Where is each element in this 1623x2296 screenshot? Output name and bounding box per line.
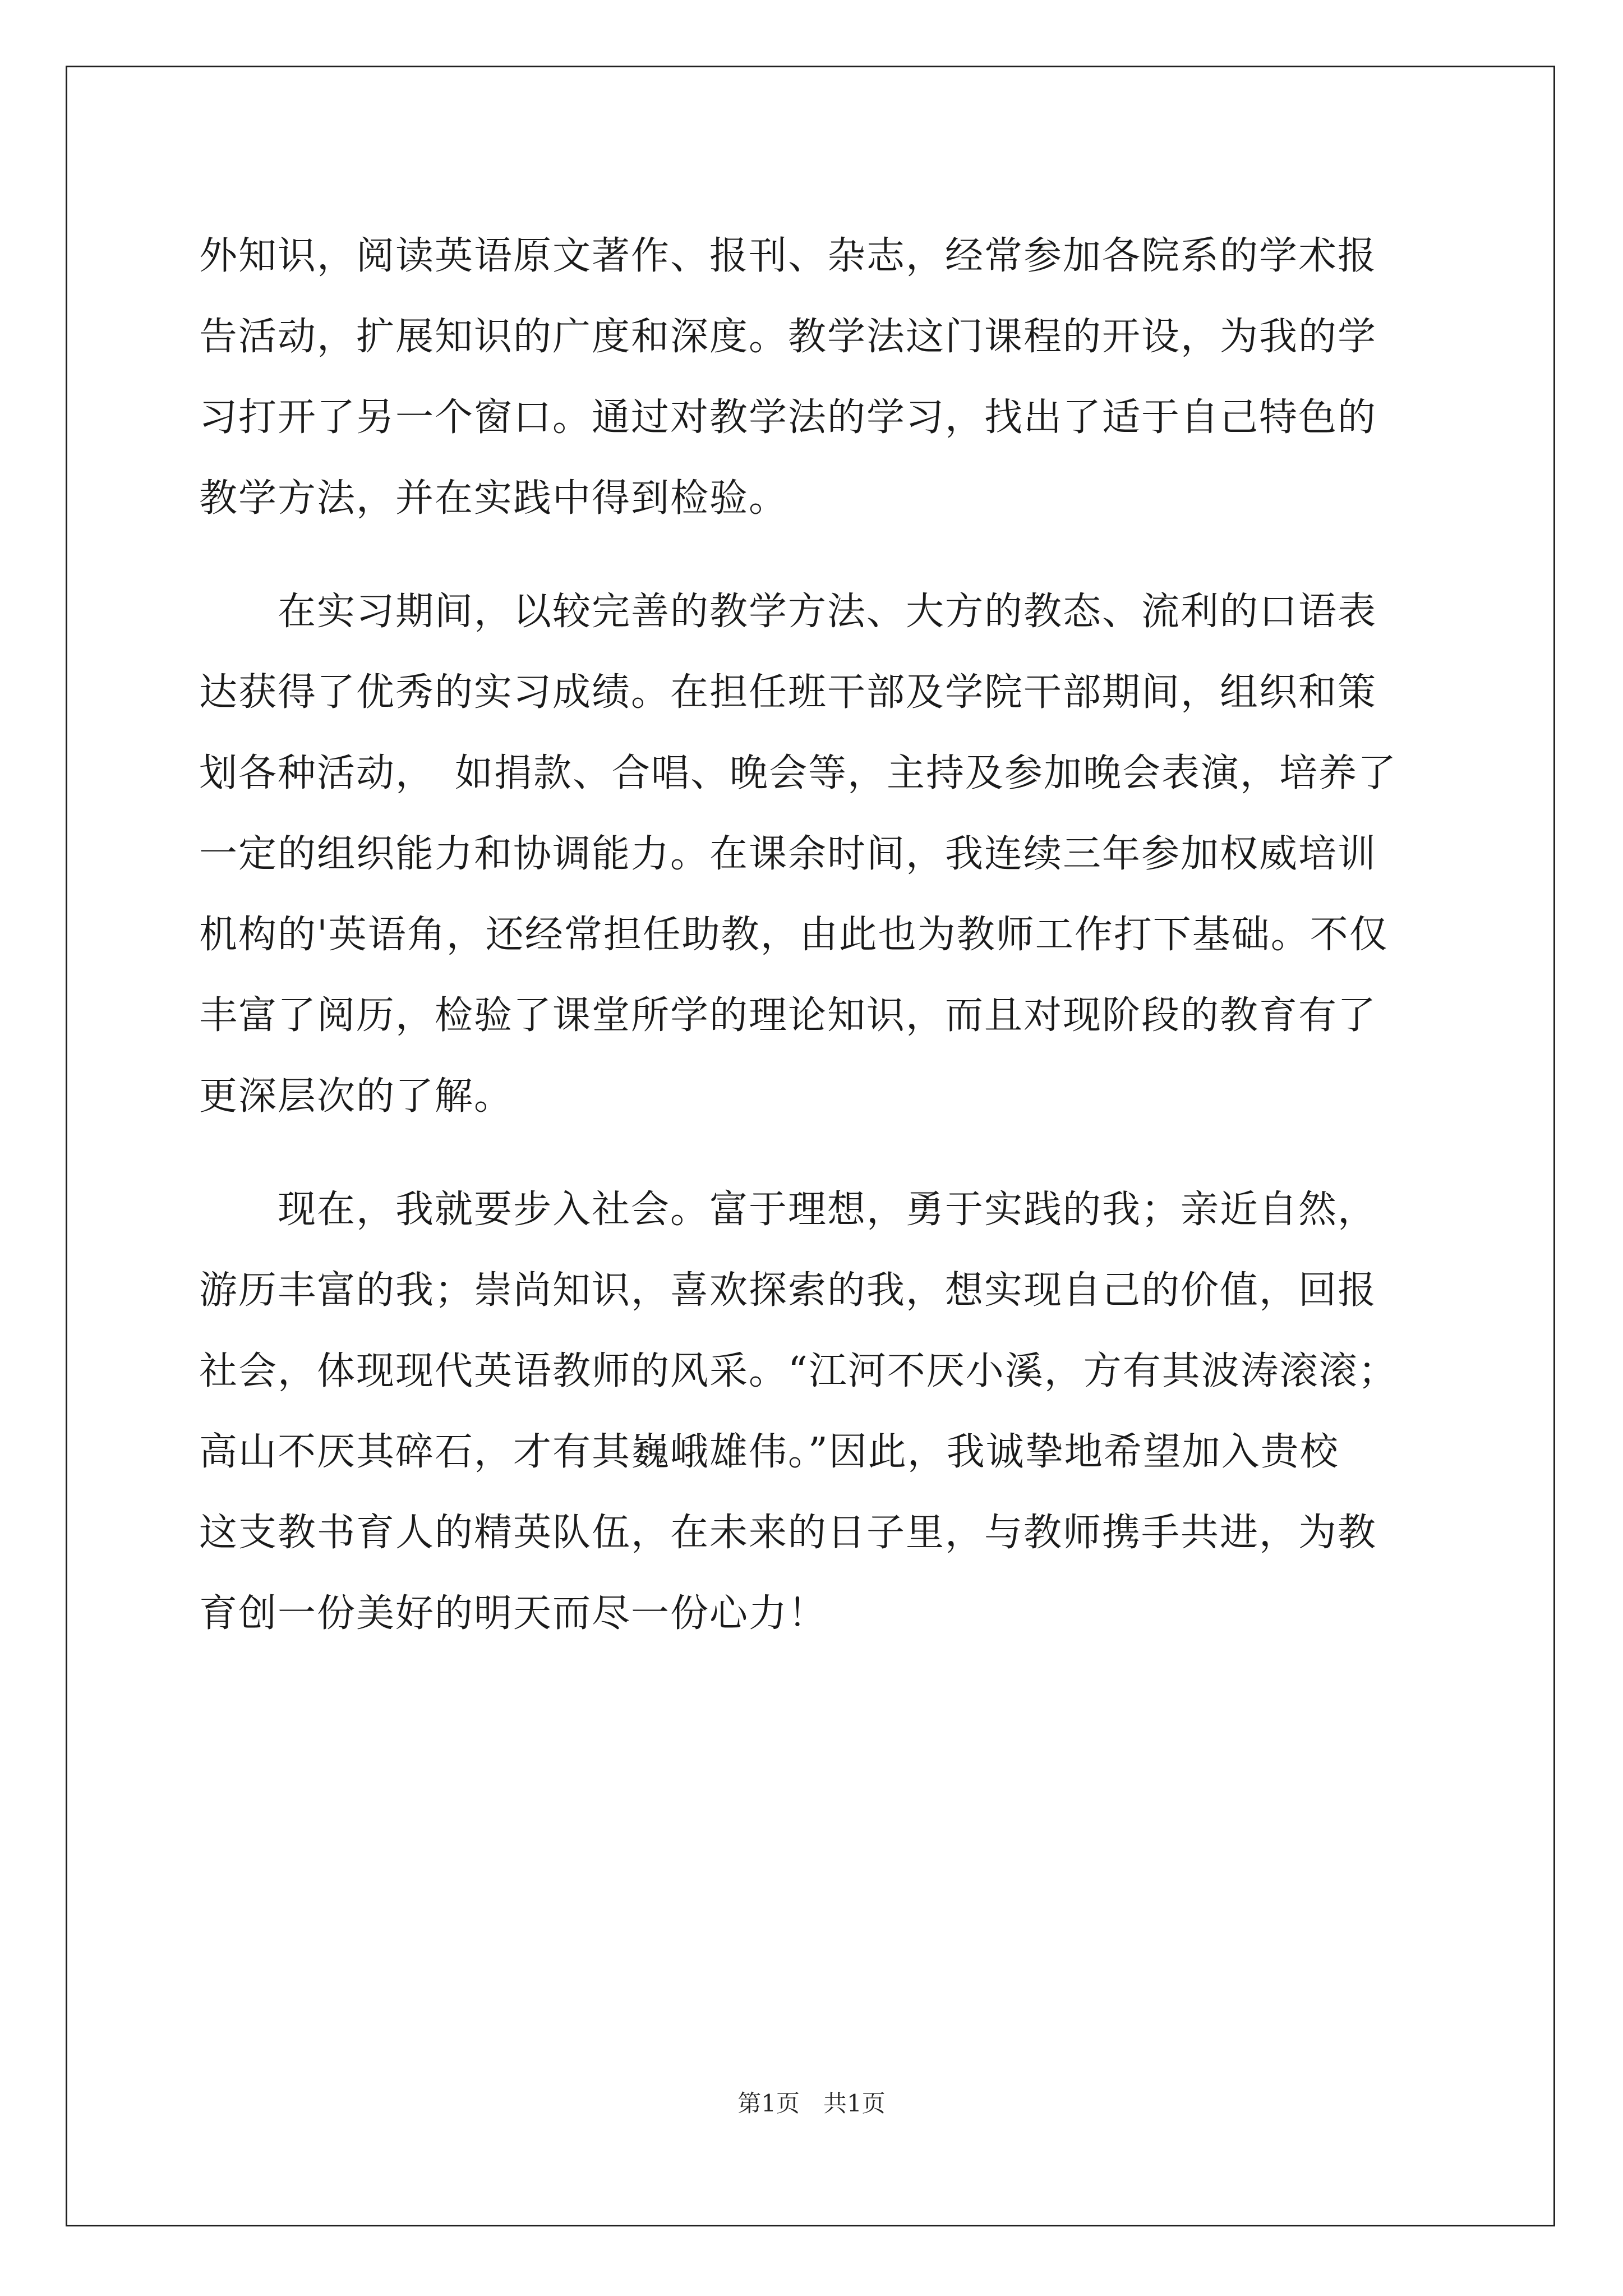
paragraph-spacer — [199, 1137, 1433, 1170]
paragraph-1 — [199, 216, 1433, 539]
text-line: 一定的组织能力和协调能力。在课余时间，我连续三年参加权威培训 — [199, 832, 1377, 876]
page-number-footer: 第1页 共1页 — [737, 2090, 886, 2117]
paragraph-2 — [199, 572, 1433, 1137]
text-line: 机构的'英语角，还经常担任助教，由此也为教师工作打下基础。不仅 — [199, 913, 1389, 957]
text-line: 更深层次的了解。 — [199, 1074, 514, 1119]
text-line: 划各种活动， 如捐款、合唱、晚会等，主持及参加晚会表演，培养了 — [199, 751, 1398, 795]
text-line: 外知识，阅读英语原文著作、报刊、杂志，经常参加各院系的学术报 — [199, 234, 1377, 278]
text-line: 教学方法，并在实践中得到检验。 — [199, 476, 789, 521]
text-line: 这支教书育人的精英队伍，在未来的日子里，与教师携手共进，为教 — [199, 1511, 1377, 1555]
text-line: 社会，体现现代英语教师的风采。“江河不厌小溪，方有其波涛滚滚； — [199, 1349, 1398, 1393]
text-line: 达获得了优秀的实习成绩。在担任班干部及学院干部期间，组织和策 — [199, 670, 1377, 715]
paragraph-3 — [199, 1170, 1433, 1654]
text-line: 现在，我就要步入社会。富于理想，勇于实践的我；亲近自然， — [199, 1188, 1377, 1232]
text-line: 游历丰富的我；崇尚知识，喜欢探索的我，想实现自己的价值，回报 — [199, 1268, 1377, 1313]
text-line: 育创一份美好的明天而尽一份心力！ — [199, 1591, 828, 1636]
text-line: 丰富了阅历，检验了课堂所学的理论知识，而且对现阶段的教育有了 — [199, 993, 1377, 1038]
text-line: 高山不厌其碎石，才有其巍峨雄伟。”因此，我诚挚地希望加入贵校 — [199, 1430, 1339, 1474]
paragraph-spacer — [199, 539, 1433, 572]
text-line: 在实习期间，以较完善的教学方法、大方的教态、流利的口语表 — [199, 590, 1377, 634]
text-line: 告活动，扩展知识的广度和深度。教学法这门课程的开设，为我的学 — [199, 315, 1377, 359]
text-line: 习打开了另一个窗口。通过对教学法的学习，找出了适于自己特色的 — [199, 395, 1377, 440]
document-body — [199, 216, 1433, 1654]
